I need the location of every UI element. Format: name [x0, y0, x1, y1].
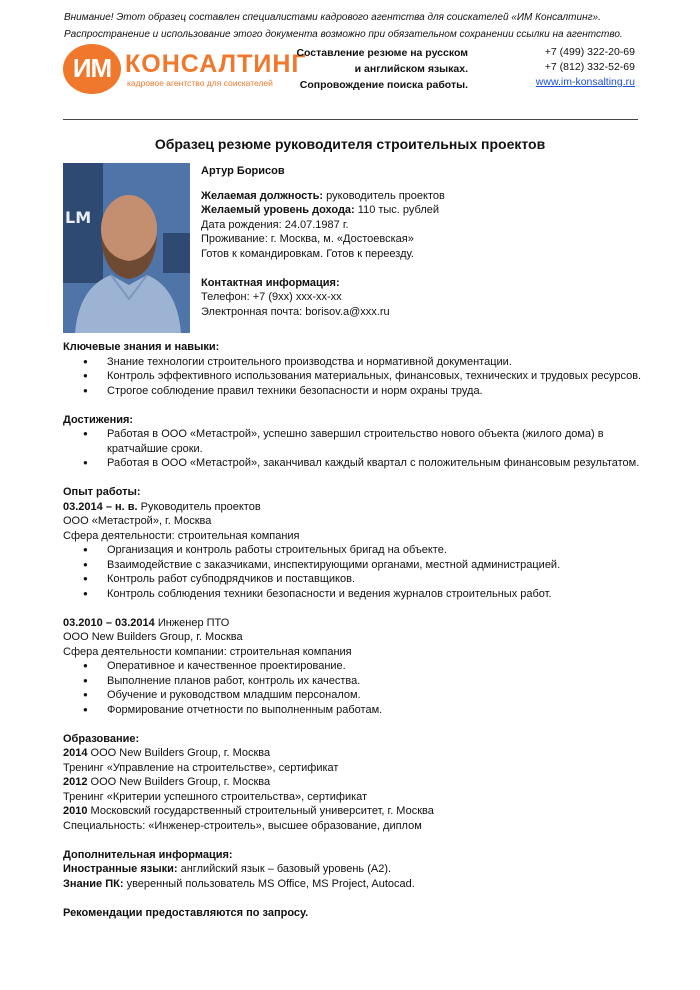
agency-notice	[64, 9, 664, 43]
candidate-name: Артур Борисов	[201, 165, 285, 177]
pc-skills: Знание ПК: уверенный пользователь MS Office, MS Project, Autocad.	[63, 877, 415, 890]
birth-date: Дата рождения: 24.07.1987 г.	[201, 218, 349, 231]
desired-income-label: Желаемый уровень дохода:	[201, 204, 355, 217]
list-item: ● Работая в ООО «Метастрой», успешно завершил строительство нового объекта (жилого дома) в кратчайшие сроки.	[63, 427, 653, 456]
experience-heading: Опыт работы:	[63, 486, 141, 498]
job-1-role: Руководитель проектов	[137, 500, 261, 513]
desired-position	[201, 189, 621, 204]
list-item: ● Выполнение планов работ, контроль их качества.	[63, 674, 653, 689]
agency-contacts	[510, 45, 635, 90]
job-2-period: 03.2010 – 03.2014	[63, 616, 155, 629]
list-item: ● Строгое соблюдение правил техники безопасности и норм охраны труда.	[63, 384, 653, 399]
education-heading: Образование:	[63, 732, 140, 745]
list-item: ● Знание технологии строительного производства и нормативной документации.	[63, 355, 653, 370]
agency-phone-1: +7 (499) 322-20-69	[544, 46, 635, 58]
job-2-duties	[63, 659, 653, 717]
list-item: ● Взаимодействие с заказчиками, инспектирующими органами, местной администрацией.	[63, 558, 653, 573]
logo-mark: ИМ	[72, 53, 112, 83]
services-line-2: и английском языках.	[354, 63, 468, 75]
candidate-photo	[63, 163, 190, 333]
desired-position-value: руководитель проектов	[323, 189, 445, 202]
references-note: Рекомендации предоставляются по запросу.	[63, 906, 309, 919]
residence: Проживание: г. Москва, м. «Достоевская»	[201, 233, 414, 246]
achievements-heading: Достижения:	[63, 413, 134, 426]
agency-phone-2: +7 (812) 332-52-69	[544, 61, 635, 73]
job-2-sphere: Сфера деятельности компании: строительная компания	[63, 645, 352, 658]
services-block	[295, 45, 468, 93]
list-item: ● Контроль эффективного использования материальных, финансовых, технических и трудовых ресурсов.	[63, 369, 653, 384]
notice-line-2: Распространение и использование этого документа возможно при обязательном сохранении ссылки на агентство.	[64, 29, 623, 40]
agency-logo	[63, 44, 307, 94]
list-item: ● Контроль соблюдения техники безопасности и ведения журналов строительных работ.	[63, 587, 653, 602]
list-item: ● Оперативное и качественное проектирование.	[63, 659, 653, 674]
achievements-list	[63, 427, 653, 471]
contact-info-heading: Контактная информация:	[201, 276, 340, 289]
job-1-company: ООО «Метастрой», г. Москва	[63, 515, 212, 527]
services-line-3: Сопровождение поиска работы.	[299, 79, 468, 91]
header-divider	[63, 119, 638, 120]
resume-body	[63, 340, 653, 920]
education-entry-1-detail: Тренинг «Управление на строительстве», сертификат	[63, 761, 339, 774]
logo-name: КОНСАЛТИНГ	[125, 50, 307, 78]
logo-tagline: кадровое агентство для соискателей	[127, 78, 273, 88]
job-1-title	[63, 500, 653, 515]
skills-list	[63, 355, 653, 399]
education-entry-3-detail: Специальность: «Инженер-строитель», высшее образование, диплом	[63, 819, 422, 832]
additional-heading: Дополнительная информация:	[63, 848, 233, 861]
list-item: ● Формирование отчетности по выполненным работам.	[63, 703, 653, 718]
desired-income-value: 110 тыс. рублей	[354, 204, 440, 217]
desired-position-label: Желаемая должность:	[201, 189, 324, 202]
list-item: ● Организация и контроль работы строительных бригад на объекте.	[63, 543, 653, 558]
languages: Иностранные языки: английский язык – базовый уровень (А2).	[63, 863, 392, 875]
document-title: Образец резюме руководителя строительных проектов	[154, 136, 546, 152]
list-item: ● Контроль работ субподрядчиков и поставщиков.	[63, 572, 653, 587]
job-2-role: Инженер ПТО	[154, 616, 230, 629]
profile-block	[201, 164, 621, 319]
skills-heading: Ключевые знания и навыки:	[63, 341, 220, 353]
candidate-phone: Телефон: +7 (9хх) ххх-хх-хх	[201, 291, 342, 304]
education-entry-2: 2012 ООО New Builders Group, г. Москва	[63, 776, 271, 788]
list-item: ● Обучение и руководством младшим персоналом.	[63, 688, 653, 703]
education-entry-1: 2014 ООО New Builders Group, г. Москва	[63, 747, 271, 759]
services-line-1: Составление резюме на русском	[296, 47, 468, 59]
svg-text:LM: LM	[65, 208, 92, 227]
job-1-period: 03.2014 – н. в.	[63, 500, 138, 513]
readiness: Готов к командировкам. Готов к переезду.	[201, 247, 414, 260]
job-2-title	[63, 616, 653, 631]
job-1-sphere: Сфера деятельности: строительная компания	[63, 529, 300, 542]
agency-website-link[interactable]: www.im-konsalting.ru	[535, 76, 635, 88]
candidate-email: Электронная почта: borisov.a@xxx.ru	[201, 305, 390, 318]
education-entry-3: 2010 Московский государственный строительный университет, г. Москва	[63, 805, 434, 817]
notice-line-1: Внимание! Этот образец составлен специалистами кадрового агентства для соискателей «ИМ Консалтинг».	[64, 12, 601, 23]
list-item: ● Работая в ООО «Метастрой», заканчивал каждый квартал с положительным финансовым результатом.	[63, 456, 653, 471]
education-entry-2-detail: Тренинг «Критерии успешного строительства», сертификат	[63, 790, 368, 803]
desired-income	[201, 203, 621, 218]
job-2-company: ООО New Builders Group, г. Москва	[63, 631, 243, 643]
job-1-duties	[63, 543, 653, 601]
